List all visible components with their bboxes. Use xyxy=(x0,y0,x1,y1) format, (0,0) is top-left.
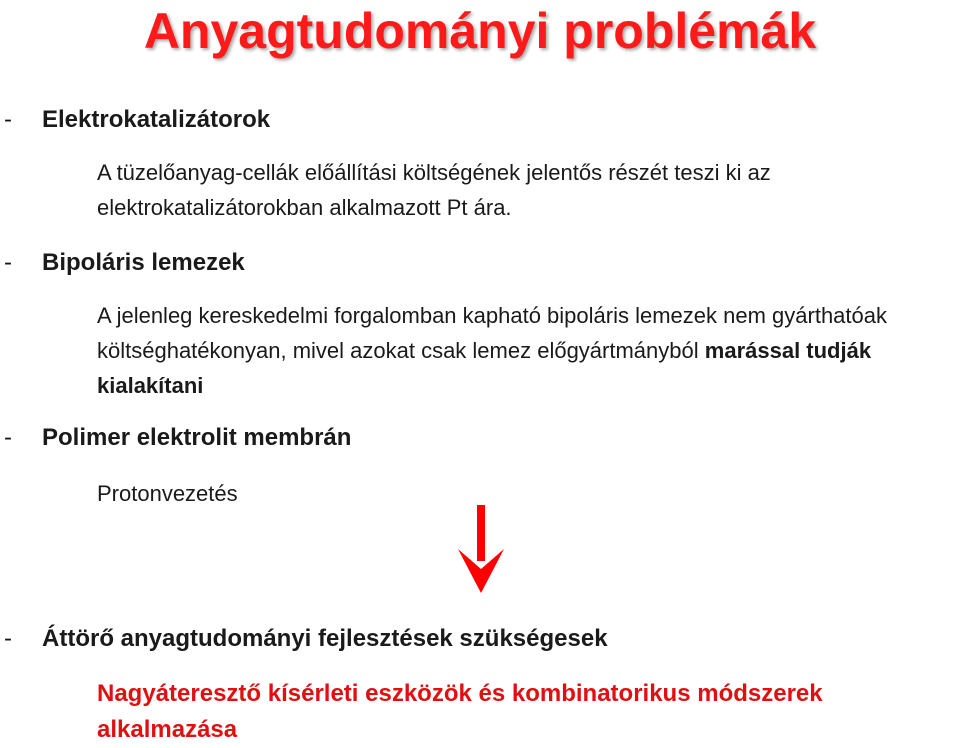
bipolar-plates-text xyxy=(97,298,957,403)
breakthrough-text: Nagyáteresztő kísérleti eszközök és kombinatorikus módszerek alkalmazása xyxy=(97,680,823,743)
bullet-heading: Polimer elektrolit membrán xyxy=(42,424,352,451)
bullet-bipolar-plates xyxy=(4,248,245,278)
bullet-breakthrough xyxy=(4,624,608,654)
bullet-electrocatalysts xyxy=(4,105,270,135)
bullet-dash: - xyxy=(4,625,12,652)
polymer-membrane-text: Protonvezetés xyxy=(97,481,238,506)
bipolar-plates-text-bold: marással tudják kialakítani xyxy=(97,338,872,398)
page-title: Anyagtudományi problémák xyxy=(143,3,817,59)
bullet-heading: Áttörő anyagtudományi fejlesztések szükségesek xyxy=(42,625,608,652)
bullet-polymer-membrane xyxy=(4,423,351,453)
bullet-heading: Elektrokatalizátorok xyxy=(42,106,271,133)
bullet-dash: - xyxy=(4,249,12,276)
electrocatalysts-text: A tüzelőanyag-cellák előállítási költségének jelentős részét teszi ki az elektrokatalizátorokban alkalmazott Pt ára. xyxy=(97,160,771,220)
bullet-dash: - xyxy=(4,106,12,133)
bipolar-plates-text-normal: A jelenleg kereskedelmi forgalomban kapható bipoláris lemezek nem gyárthatóak költséghatékonyan, mivel azokat csak lemez előgyártmányból xyxy=(97,303,888,363)
down-arrow-icon xyxy=(458,505,504,593)
bullet-heading: Bipoláris lemezek xyxy=(42,249,245,276)
bullet-dash: - xyxy=(4,424,12,451)
